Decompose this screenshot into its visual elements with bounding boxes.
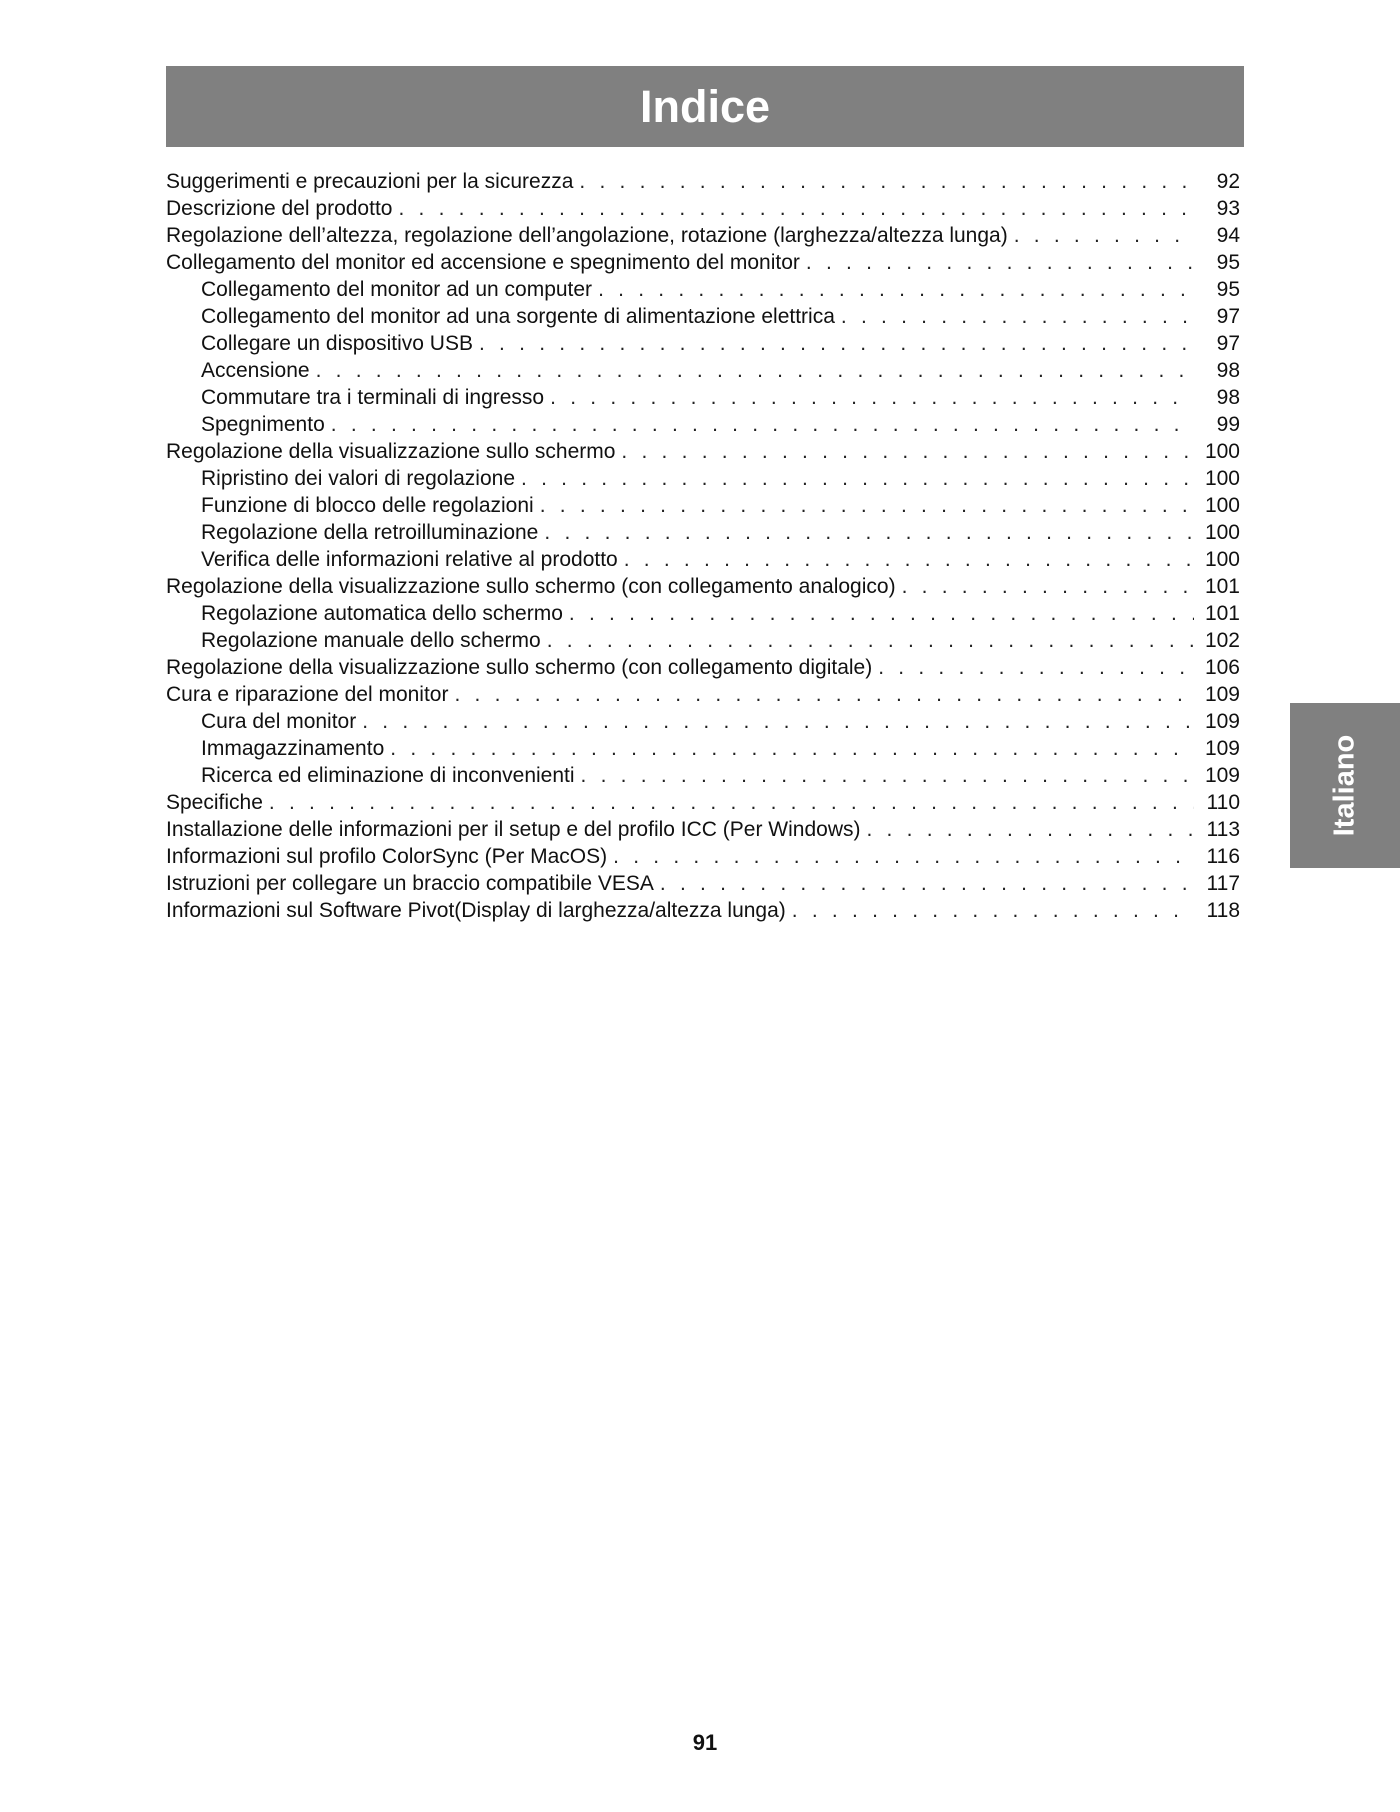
toc-entry-page: 97 [1216, 305, 1240, 328]
toc-entry-page: 98 [1216, 359, 1240, 382]
toc-subentry[interactable] [166, 519, 1240, 546]
toc-entry-title: Informazioni sul Software Pivot(Display di larghezza/altezza lunga) [166, 899, 786, 922]
toc-entry-page: 100 [1204, 467, 1240, 490]
toc-entry-page: 116 [1206, 845, 1240, 868]
toc-entry-page: 101 [1204, 602, 1240, 625]
toc-leader-dots [521, 465, 1194, 492]
toc-entry-page: 110 [1206, 791, 1240, 814]
toc-subentry[interactable] [166, 357, 1240, 384]
toc-leader-dots [581, 762, 1194, 789]
toc-subentry[interactable] [166, 600, 1240, 627]
toc-entry-page: 109 [1204, 683, 1240, 706]
toc-entry-page: 99 [1216, 413, 1240, 436]
toc-entry-title: Verifica delle informazioni relative al prodotto [201, 548, 618, 571]
toc-entry-title: Descrizione del prodotto [166, 197, 393, 220]
toc-entry-title: Regolazione manuale dello schermo [201, 629, 541, 652]
toc-leader-dots [624, 546, 1194, 573]
toc-entry-title: Regolazione automatica dello schermo [201, 602, 563, 625]
toc-entry-title: Commutare tra i terminali di ingresso [201, 386, 545, 409]
toc-leader-dots [579, 168, 1194, 195]
toc-entry-title: Regolazione della visualizzazione sullo schermo (con collegamento analogico) [166, 575, 896, 598]
toc-entry-title: Regolazione della retroilluminazione [201, 521, 539, 544]
toc-entry-page: 100 [1204, 440, 1240, 463]
toc-entry-page: 109 [1204, 737, 1240, 760]
toc-subentry[interactable] [166, 492, 1240, 519]
toc-subentry[interactable] [166, 735, 1240, 762]
toc-entry-title: Cura e riparazione del monitor [166, 683, 449, 706]
toc-entry-page: 100 [1204, 548, 1240, 571]
toc-entry-title: Cura del monitor [201, 710, 357, 733]
page-title: Indice [639, 80, 771, 132]
toc-entry-title: Ripristino dei valori di regolazione [201, 467, 515, 490]
toc-entry[interactable] [166, 681, 1240, 708]
toc-entry[interactable] [166, 438, 1240, 465]
toc-entry[interactable] [166, 249, 1240, 276]
page-number: 91 [692, 1730, 718, 1755]
toc-subentry[interactable] [166, 330, 1240, 357]
toc-entry[interactable] [166, 789, 1240, 816]
toc-entry-title: Immagazzinamento [201, 737, 385, 760]
toc-subentry[interactable] [166, 762, 1240, 789]
toc-leader-dots [390, 735, 1194, 762]
toc-entry-title: Collegamento del monitor ed accensione e spegnimento del monitor [166, 251, 800, 274]
toc-entry-page: 93 [1216, 197, 1240, 220]
toc-entry-page: 106 [1204, 656, 1240, 679]
language-tab [1290, 703, 1400, 868]
toc-subentry[interactable] [166, 708, 1240, 735]
toc-entry-page: 92 [1216, 170, 1240, 193]
toc-leader-dots [550, 384, 1194, 411]
toc-entry-page: 109 [1204, 710, 1240, 733]
toc-entry-page: 94 [1216, 224, 1240, 247]
toc-entry-title: Funzione di blocco delle regolazioni [201, 494, 534, 517]
toc-entry-title: Collegamento del monitor ad una sorgente di alimentazione elettrica [201, 305, 835, 328]
toc-entry[interactable] [166, 573, 1240, 600]
toc-leader-dots [547, 627, 1194, 654]
toc-entry[interactable] [166, 897, 1240, 924]
toc-entry-title: Ricerca ed eliminazione di inconvenienti [201, 764, 575, 787]
toc-subentry[interactable] [166, 546, 1240, 573]
toc-leader-dots [660, 870, 1194, 897]
toc-entry-page: 95 [1216, 278, 1240, 301]
toc-entry-page: 100 [1204, 521, 1240, 544]
toc-leader-dots [866, 816, 1194, 843]
toc-entry-title: Regolazione della visualizzazione sullo schermo [166, 440, 616, 463]
toc-leader-dots [544, 519, 1194, 546]
toc-leader-dots [841, 303, 1194, 330]
toc-entry-page: 109 [1204, 764, 1240, 787]
toc-leader-dots [902, 573, 1194, 600]
toc-leader-dots [613, 843, 1194, 870]
toc-entry[interactable] [166, 168, 1240, 195]
toc-subentry[interactable] [166, 303, 1240, 330]
table-of-contents [166, 168, 1240, 924]
toc-entry[interactable] [166, 222, 1240, 249]
toc-entry-page: 113 [1206, 818, 1240, 841]
toc-leader-dots [621, 438, 1194, 465]
toc-leader-dots [316, 357, 1194, 384]
toc-entry-title: Istruzioni per collegare un braccio compatibile VESA [166, 872, 654, 895]
toc-leader-dots [1014, 222, 1194, 249]
toc-leader-dots [569, 600, 1194, 627]
toc-leader-dots [331, 411, 1194, 438]
toc-subentry[interactable] [166, 276, 1240, 303]
title-bar [166, 66, 1244, 147]
toc-entry-page: 118 [1206, 899, 1240, 922]
toc-entry[interactable] [166, 870, 1240, 897]
toc-leader-dots [878, 654, 1194, 681]
toc-leader-dots [454, 681, 1194, 708]
toc-leader-dots [792, 897, 1194, 924]
toc-leader-dots [479, 330, 1194, 357]
toc-leader-dots [540, 492, 1194, 519]
toc-leader-dots [362, 708, 1194, 735]
toc-leader-dots [806, 249, 1194, 276]
toc-leader-dots [398, 195, 1194, 222]
toc-leader-dots [269, 789, 1194, 816]
toc-entry[interactable] [166, 816, 1240, 843]
toc-entry-page: 95 [1216, 251, 1240, 274]
toc-entry-title: Regolazione della visualizzazione sullo schermo (con collegamento digitale) [166, 656, 873, 679]
toc-entry-page: 117 [1206, 872, 1240, 895]
toc-entry[interactable] [166, 195, 1240, 222]
toc-entry-page: 98 [1216, 386, 1240, 409]
toc-entry-page: 100 [1204, 494, 1240, 517]
toc-subentry[interactable] [166, 411, 1240, 438]
toc-entry-title: Suggerimenti e precauzioni per la sicurezza [166, 170, 574, 193]
toc-entry-title: Specifiche [166, 791, 263, 814]
toc-entry-title: Spegnimento [201, 413, 325, 436]
toc-subentry[interactable] [166, 627, 1240, 654]
toc-entry-title: Collegare un dispositivo USB [201, 332, 473, 355]
toc-entry-page: 97 [1216, 332, 1240, 355]
toc-subentry[interactable] [166, 384, 1240, 411]
language-tab-label: Italiano [1328, 734, 1361, 837]
toc-entry[interactable] [166, 843, 1240, 870]
toc-entry-title: Installazione delle informazioni per il setup e del profilo ICC (Per Windows) [166, 818, 861, 841]
toc-entry-title: Accensione [201, 359, 310, 382]
toc-entry-title: Regolazione dell’altezza, regolazione dell’angolazione, rotazione (larghezza/altezza lunga) [166, 224, 1008, 247]
toc-leader-dots [598, 276, 1194, 303]
toc-entry-page: 101 [1204, 575, 1240, 598]
toc-entry-page: 102 [1204, 629, 1240, 652]
toc-entry-title: Informazioni sul profilo ColorSync (Per MacOS) [166, 845, 608, 868]
toc-subentry[interactable] [166, 465, 1240, 492]
toc-entry-title: Collegamento del monitor ad un computer [201, 278, 593, 301]
toc-entry[interactable] [166, 654, 1240, 681]
